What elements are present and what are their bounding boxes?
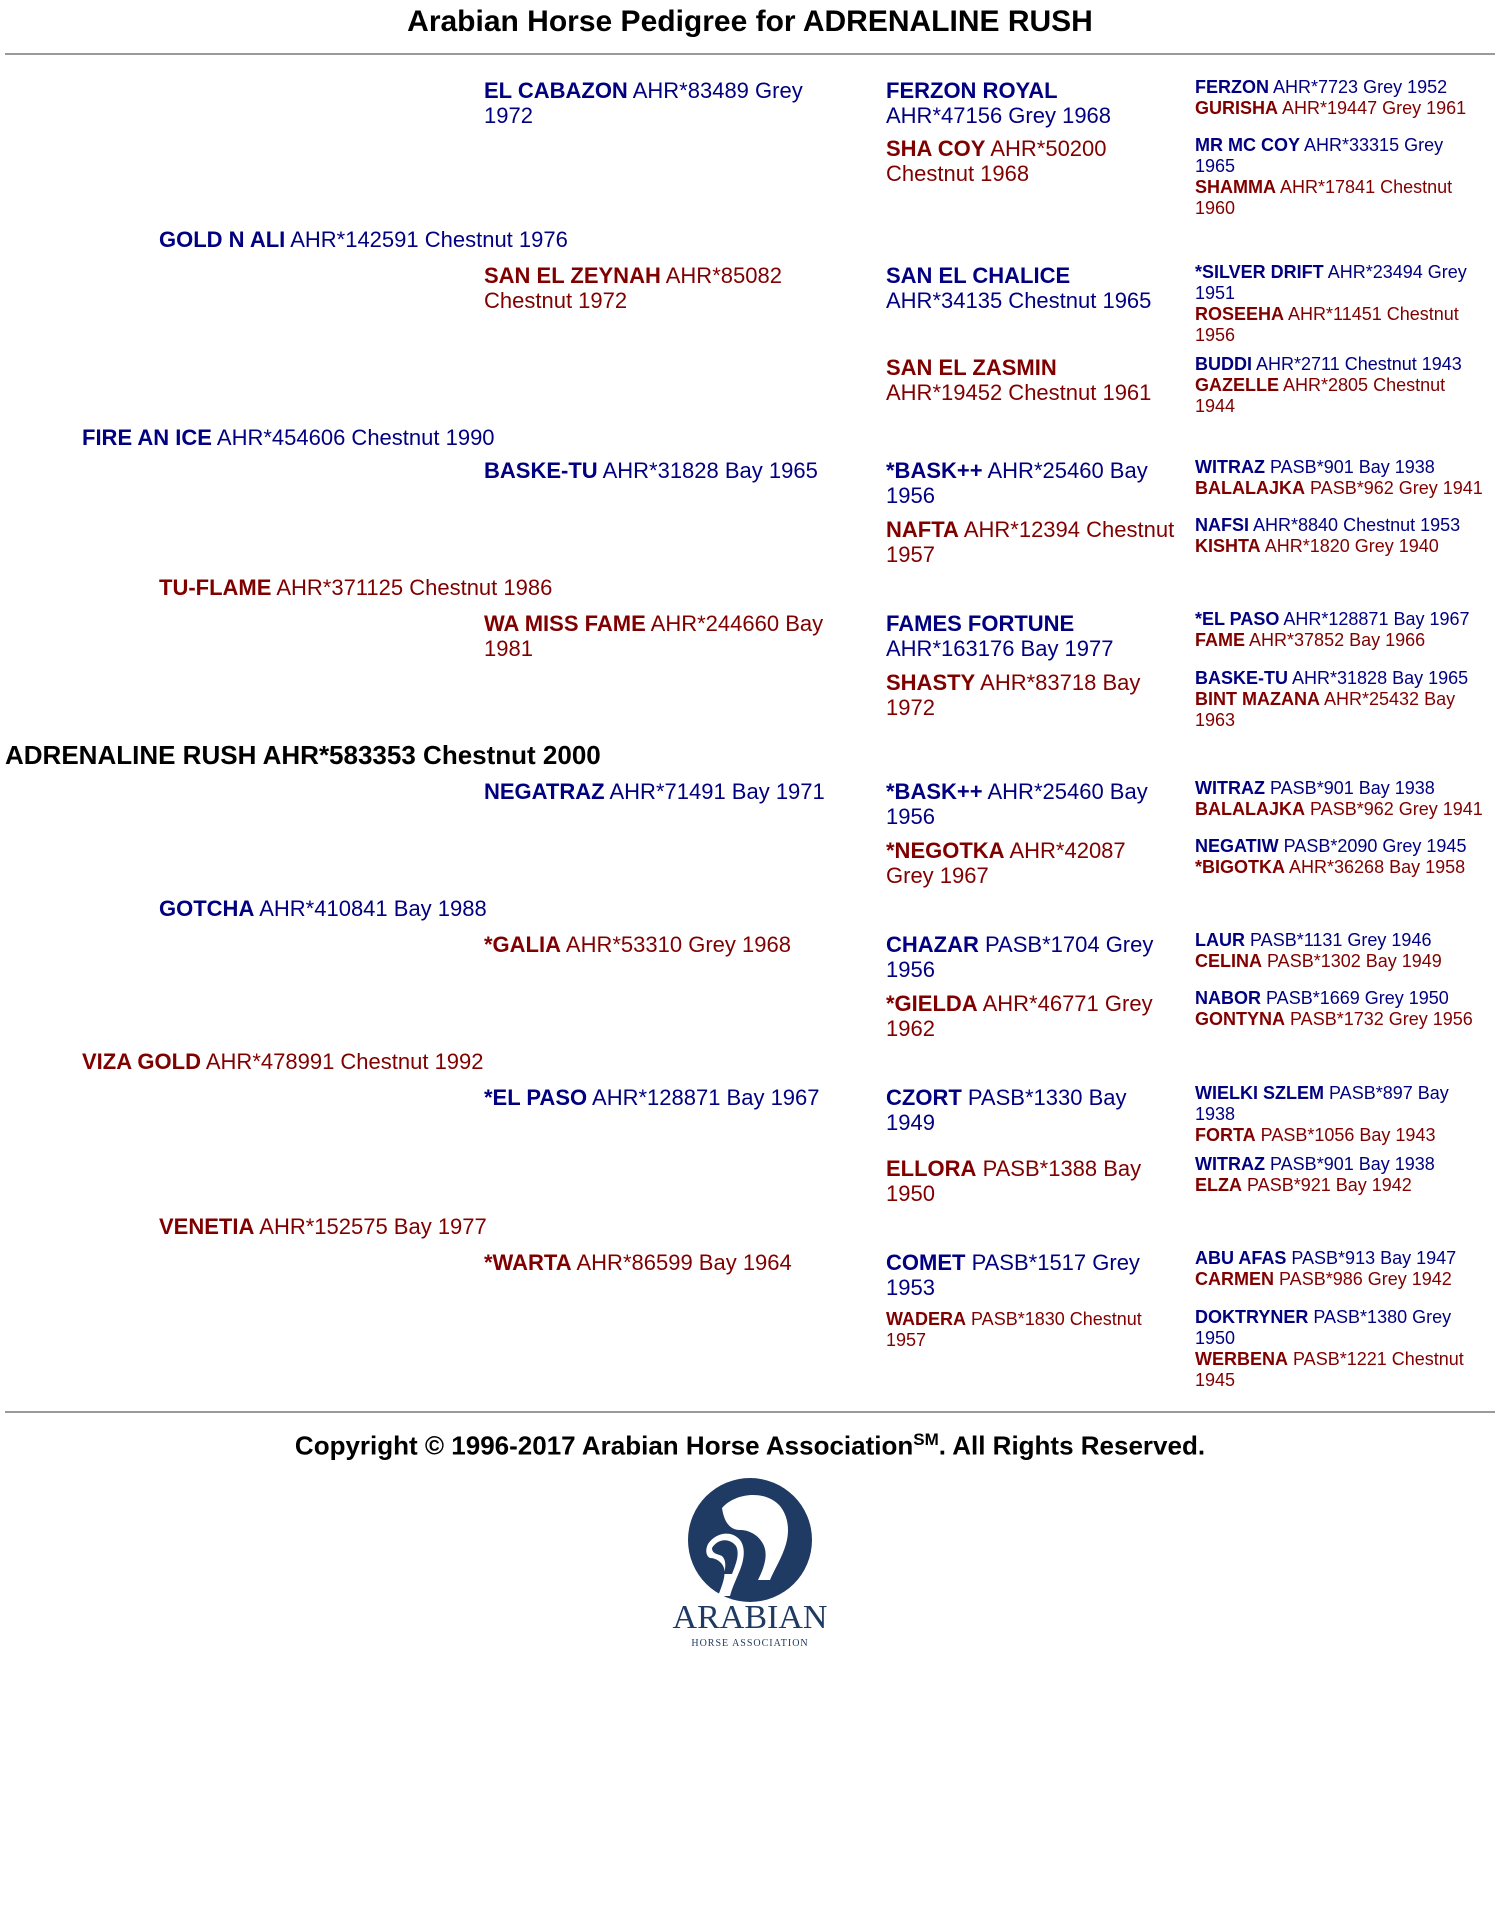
horse-details: AHR*71491 Bay 1971 <box>609 779 825 804</box>
service-mark: SM <box>913 1430 939 1449</box>
ancestor-g5[interactable] <box>1195 1175 1495 1196</box>
horse-details: PASB*1380 Grey 1950 <box>1195 1307 1452 1348</box>
horse-name: CELINA <box>1195 951 1262 971</box>
horse-name: FAMES FORTUNE <box>886 611 1075 636</box>
ancestor-g4[interactable] <box>886 263 1176 313</box>
horse-details: PASB*901 Bay 1938 <box>1270 778 1435 798</box>
horse-details: PASB*897 Bay 1938 <box>1195 1083 1449 1124</box>
ancestor-g5[interactable] <box>1195 177 1485 219</box>
bottom-divider <box>5 1411 1495 1413</box>
horse-details: AHR*454606 Chestnut 1990 <box>216 425 495 450</box>
horse-details: AHR*36268 Bay 1958 <box>1289 857 1466 877</box>
horse-details: AHR*371125 Chestnut 1986 <box>276 575 553 600</box>
horse-details: AHR*152575 Bay 1977 <box>259 1214 487 1239</box>
horse-details: AHR*2711 Chestnut 1943 <box>1256 354 1462 374</box>
horse-details: PASB*1704 Grey 1956 <box>886 932 1154 982</box>
horse-name: WA MISS FAME <box>484 611 646 636</box>
ancestor-g4[interactable] <box>886 1085 1176 1135</box>
ancestor-g5[interactable] <box>1195 609 1495 630</box>
horse-name: NEGATRAZ <box>484 779 605 804</box>
ancestor-g4[interactable] <box>886 1250 1176 1300</box>
horse-name: GURISHA <box>1195 98 1279 118</box>
horse-name: CHAZAR <box>886 932 979 957</box>
ancestor-g5[interactable] <box>1195 1083 1485 1125</box>
ancestor-g4[interactable] <box>886 779 1176 829</box>
horse-name: *BIGOTKA <box>1195 857 1285 877</box>
ancestor-g5[interactable] <box>1195 304 1485 346</box>
ancestor-g5[interactable] <box>1195 77 1495 98</box>
ancestor-g4[interactable] <box>886 517 1176 567</box>
ancestor-g4[interactable] <box>886 355 1176 405</box>
ancestor-g5[interactable] <box>1195 778 1495 799</box>
horse-name: TU-FLAME <box>159 575 272 600</box>
horse-name: ELZA <box>1195 1175 1242 1195</box>
horse-name: *SILVER DRIFT <box>1195 262 1324 282</box>
horse-details: AHR*2805 Chestnut 1944 <box>1195 375 1446 416</box>
horse-details: AHR*583353 Chestnut 2000 <box>262 740 601 770</box>
ancestor-g5[interactable] <box>1195 689 1485 731</box>
horse-details: AHR*37852 Bay 1966 <box>1249 630 1426 650</box>
horse-details: PASB*1056 Bay 1943 <box>1260 1125 1436 1145</box>
horse-details: PASB*2090 Grey 1945 <box>1283 836 1467 856</box>
ancestor-g4[interactable] <box>886 78 1176 128</box>
horse-name: VIZA GOLD <box>82 1049 201 1074</box>
horse-details: PASB*962 Grey 1941 <box>1310 478 1483 498</box>
horse-name: COMET <box>886 1250 966 1275</box>
horse-details: AHR*83718 Bay 1972 <box>886 670 1141 720</box>
horse-name: GAZELLE <box>1195 375 1279 395</box>
ancestor-g5[interactable] <box>1195 478 1500 499</box>
horse-details: AHR*17841 Chestnut 1960 <box>1195 177 1453 218</box>
horse-name: BALALAJKA <box>1195 478 1305 498</box>
horse-name: *EL PASO <box>1195 609 1280 629</box>
horse-name: FERZON ROYAL <box>886 78 1058 103</box>
ancestor-g3[interactable] <box>484 1085 844 1110</box>
horse-name: SAN EL CHALICE <box>886 263 1071 288</box>
ancestor-g4[interactable] <box>886 458 1176 508</box>
horse-name: DOKTRYNER <box>1195 1307 1309 1327</box>
sire[interactable] <box>82 425 702 451</box>
ancestor-g5[interactable] <box>1195 1269 1495 1290</box>
horse-name: NAFTA <box>886 517 959 542</box>
horse-details: AHR*478991 Chestnut 1992 <box>205 1049 484 1074</box>
horse-name: SAN EL ZASMIN <box>886 355 1057 380</box>
ancestor-g3[interactable] <box>484 458 844 483</box>
ancestor-g5[interactable] <box>1195 1349 1485 1391</box>
horse-name: *EL PASO <box>484 1085 588 1110</box>
horse-details: AHR*50200 Chestnut 1968 <box>886 136 1107 186</box>
horse-details: PASB*913 Bay 1947 <box>1291 1248 1457 1268</box>
arabian-horse-association-logo <box>670 1470 830 1670</box>
horse-details: PASB*901 Bay 1938 <box>1270 457 1435 477</box>
horse-name: SHASTY <box>886 670 976 695</box>
horse-name: CARMEN <box>1195 1269 1274 1289</box>
horse-details: PASB*1732 Grey 1956 <box>1290 1009 1473 1029</box>
horse-name: *GALIA <box>484 932 561 957</box>
horse-name: WITRAZ <box>1195 457 1265 477</box>
horse-name: GOLD N ALI <box>159 227 286 252</box>
horse-details: AHR*25460 Bay 1956 <box>886 779 1148 829</box>
horse-details: AHR*25432 Bay 1963 <box>1195 689 1456 730</box>
dam-dam[interactable] <box>159 1214 759 1240</box>
ancestor-g4[interactable] <box>886 670 1176 720</box>
horse-name: GONTYNA <box>1195 1009 1285 1029</box>
horse-details: AHR*1820 Grey 1940 <box>1264 536 1439 556</box>
dam-sire[interactable] <box>159 896 759 922</box>
ancestor-g5[interactable] <box>1195 1307 1485 1349</box>
horse-details: AHR*11451 Chestnut 1956 <box>1195 304 1459 345</box>
horse-name: ADRENALINE RUSH <box>5 740 257 770</box>
horse-details: AHR*25460 Bay 1956 <box>886 458 1148 508</box>
horse-name: NEGATIW <box>1195 836 1279 856</box>
sire-sire[interactable] <box>159 227 759 253</box>
horse-details: AHR*42087 Grey 1967 <box>886 838 1126 888</box>
horse-name: VENETIA <box>159 1214 255 1239</box>
horse-name: SAN EL ZEYNAH <box>484 263 661 288</box>
horse-details: AHR*31828 Bay 1965 <box>602 458 818 483</box>
ancestor-g5[interactable] <box>1195 98 1495 119</box>
ancestor-g5[interactable] <box>1195 988 1495 1009</box>
horse-details: AHR*163176 Bay 1977 <box>886 636 1114 661</box>
horse-details: AHR*128871 Bay 1967 <box>592 1085 820 1110</box>
ancestor-g5[interactable] <box>1195 630 1495 651</box>
ancestor-g5[interactable] <box>1195 1125 1495 1146</box>
horse-details: AHR*53310 Grey 1968 <box>565 932 791 957</box>
horse-name: NAFSI <box>1195 515 1249 535</box>
ancestor-g5[interactable] <box>1195 930 1495 951</box>
ancestor-g5[interactable] <box>1195 262 1485 304</box>
horse-details: PASB*1517 Grey 1953 <box>886 1250 1140 1300</box>
ancestor-g5[interactable] <box>1195 1009 1500 1030</box>
horse-details: AHR*46771 Grey 1962 <box>886 991 1153 1041</box>
ancestor-g5[interactable] <box>1195 354 1495 375</box>
ancestor-g3[interactable] <box>484 1250 844 1275</box>
horse-name: *BASK++ <box>886 779 983 804</box>
horse-name: NABOR <box>1195 988 1261 1008</box>
horse-name: WADERA <box>886 1309 966 1329</box>
horse-details: AHR*23494 Grey 1951 <box>1195 262 1467 303</box>
horse-details: AHR*244660 Bay 1981 <box>484 611 824 661</box>
top-divider <box>5 53 1495 55</box>
ancestor-g5[interactable] <box>1195 951 1495 972</box>
ancestor-g3[interactable] <box>484 779 844 804</box>
ancestor-g5[interactable] <box>1195 135 1485 177</box>
horse-name: FORTA <box>1195 1125 1256 1145</box>
horse-details: AHR*85082 Chestnut 1972 <box>484 263 782 313</box>
ancestor-g5[interactable] <box>1195 1154 1495 1175</box>
ancestor-g5[interactable] <box>1195 668 1495 689</box>
ancestor-g4[interactable] <box>886 838 1176 888</box>
horse-details: AHR*83489 Grey 1972 <box>484 78 803 128</box>
copyright-text: Copyright © 1996-2017 Arabian Horse Association <box>294 1430 914 1461</box>
horse-details: PASB*1131 Grey 1946 <box>1250 930 1432 950</box>
horse-name: BASKE-TU <box>1195 668 1288 688</box>
ancestor-g5[interactable] <box>1195 515 1495 536</box>
copyright-notice <box>0 1430 1500 1462</box>
horse-details: AHR*7723 Grey 1952 <box>1273 77 1448 97</box>
horse-name: LAUR <box>1195 930 1245 950</box>
horse-name: BALALAJKA <box>1195 799 1305 819</box>
subject-horse[interactable] <box>5 740 905 770</box>
ancestor-g5[interactable] <box>1195 536 1495 557</box>
horse-name: BINT MAZANA <box>1195 689 1320 709</box>
horse-name: WERBENA <box>1195 1349 1288 1369</box>
horse-name: KISHTA <box>1195 536 1261 556</box>
horse-details: PASB*1388 Bay 1950 <box>886 1156 1142 1206</box>
horse-details: AHR*8840 Chestnut 1953 <box>1253 515 1461 535</box>
horse-details: PASB*1302 Bay 1949 <box>1267 951 1442 971</box>
horse-details: PASB*1221 Chestnut 1945 <box>1195 1349 1464 1390</box>
horse-details: AHR*86599 Bay 1964 <box>576 1250 792 1275</box>
sire-dam[interactable] <box>159 575 759 601</box>
ancestor-g4[interactable] <box>886 932 1176 982</box>
horse-details: PASB*1830 Chestnut 1957 <box>886 1309 1142 1350</box>
horse-name: ABU AFAS <box>1195 1248 1287 1268</box>
horse-name: CZORT <box>886 1085 962 1110</box>
horse-details: PASB*1330 Bay 1949 <box>886 1085 1127 1135</box>
horse-name: SHA COY <box>886 136 986 161</box>
horse-details: PASB*1669 Grey 1950 <box>1266 988 1449 1008</box>
ancestor-g4[interactable] <box>886 611 1176 661</box>
ancestor-g5[interactable] <box>1195 457 1495 478</box>
horse-details: AHR*142591 Chestnut 1976 <box>290 227 568 252</box>
ancestor-g5[interactable] <box>1195 375 1485 417</box>
horse-name: *NEGOTKA <box>886 838 1005 863</box>
ancestor-g3[interactable] <box>484 611 844 661</box>
horse-name: ELLORA <box>886 1156 977 1181</box>
ancestor-g5[interactable] <box>1195 836 1495 857</box>
horse-details: AHR*410841 Bay 1988 <box>259 896 487 921</box>
horse-details: AHR*47156 Grey 1968 <box>886 103 1112 128</box>
ancestor-g3[interactable] <box>484 932 844 957</box>
horse-name: WITRAZ <box>1195 778 1265 798</box>
horse-name: GOTCHA <box>159 896 255 921</box>
horse-name: FIRE AN ICE <box>82 425 212 450</box>
horse-details: AHR*12394 Chestnut 1957 <box>886 517 1175 567</box>
horse-details: PASB*901 Bay 1938 <box>1270 1154 1435 1174</box>
horse-details: PASB*962 Grey 1941 <box>1310 799 1483 819</box>
horse-details: AHR*19447 Grey 1961 <box>1282 98 1467 118</box>
dam[interactable] <box>82 1049 702 1075</box>
ancestor-g5[interactable] <box>1195 1248 1495 1269</box>
horse-details: AHR*19452 Chestnut 1961 <box>886 380 1152 405</box>
horse-details: PASB*986 Grey 1942 <box>1279 1269 1452 1289</box>
horse-name: BUDDI <box>1195 354 1252 374</box>
horse-name: *GIELDA <box>886 991 978 1016</box>
rights-text: . All Rights Reserved. <box>938 1430 1206 1461</box>
ancestor-g4[interactable] <box>886 136 1176 186</box>
ancestor-g4[interactable] <box>886 1309 1176 1351</box>
horse-details: AHR*34135 Chestnut 1965 <box>886 288 1152 313</box>
ancestor-g3[interactable] <box>484 263 844 313</box>
horse-name: WIELKI SZLEM <box>1195 1083 1324 1103</box>
ancestor-g5[interactable] <box>1195 799 1500 820</box>
horse-name: BASKE-TU <box>484 458 598 483</box>
horse-name: FERZON <box>1195 77 1269 97</box>
horse-name: WITRAZ <box>1195 1154 1265 1174</box>
horse-name: EL CABAZON <box>484 78 628 103</box>
page-title: Arabian Horse Pedigree for ADRENALINE RUSH <box>407 5 1093 38</box>
horse-name: MR MC COY <box>1195 135 1300 155</box>
horse-details: AHR*128871 Bay 1967 <box>1283 609 1470 629</box>
ancestor-g4[interactable] <box>886 991 1176 1041</box>
ancestor-g5[interactable] <box>1195 857 1495 878</box>
horse-details: AHR*31828 Bay 1965 <box>1292 668 1469 688</box>
horse-name: SHAMMA <box>1195 177 1276 197</box>
horse-name: *BASK++ <box>886 458 983 483</box>
horse-name: FAME <box>1195 630 1246 650</box>
logo-word: ARABIAN <box>672 1599 828 1636</box>
horse-details: AHR*33315 Grey 1965 <box>1195 135 1444 176</box>
horse-name: ROSEEHA <box>1195 304 1285 324</box>
ancestor-g4[interactable] <box>886 1156 1176 1206</box>
logo-subtitle: HORSE ASSOCIATION <box>691 1638 809 1649</box>
ancestor-g3[interactable] <box>484 78 844 128</box>
horse-name: *WARTA <box>484 1250 572 1275</box>
horse-details: PASB*921 Bay 1942 <box>1247 1175 1412 1195</box>
